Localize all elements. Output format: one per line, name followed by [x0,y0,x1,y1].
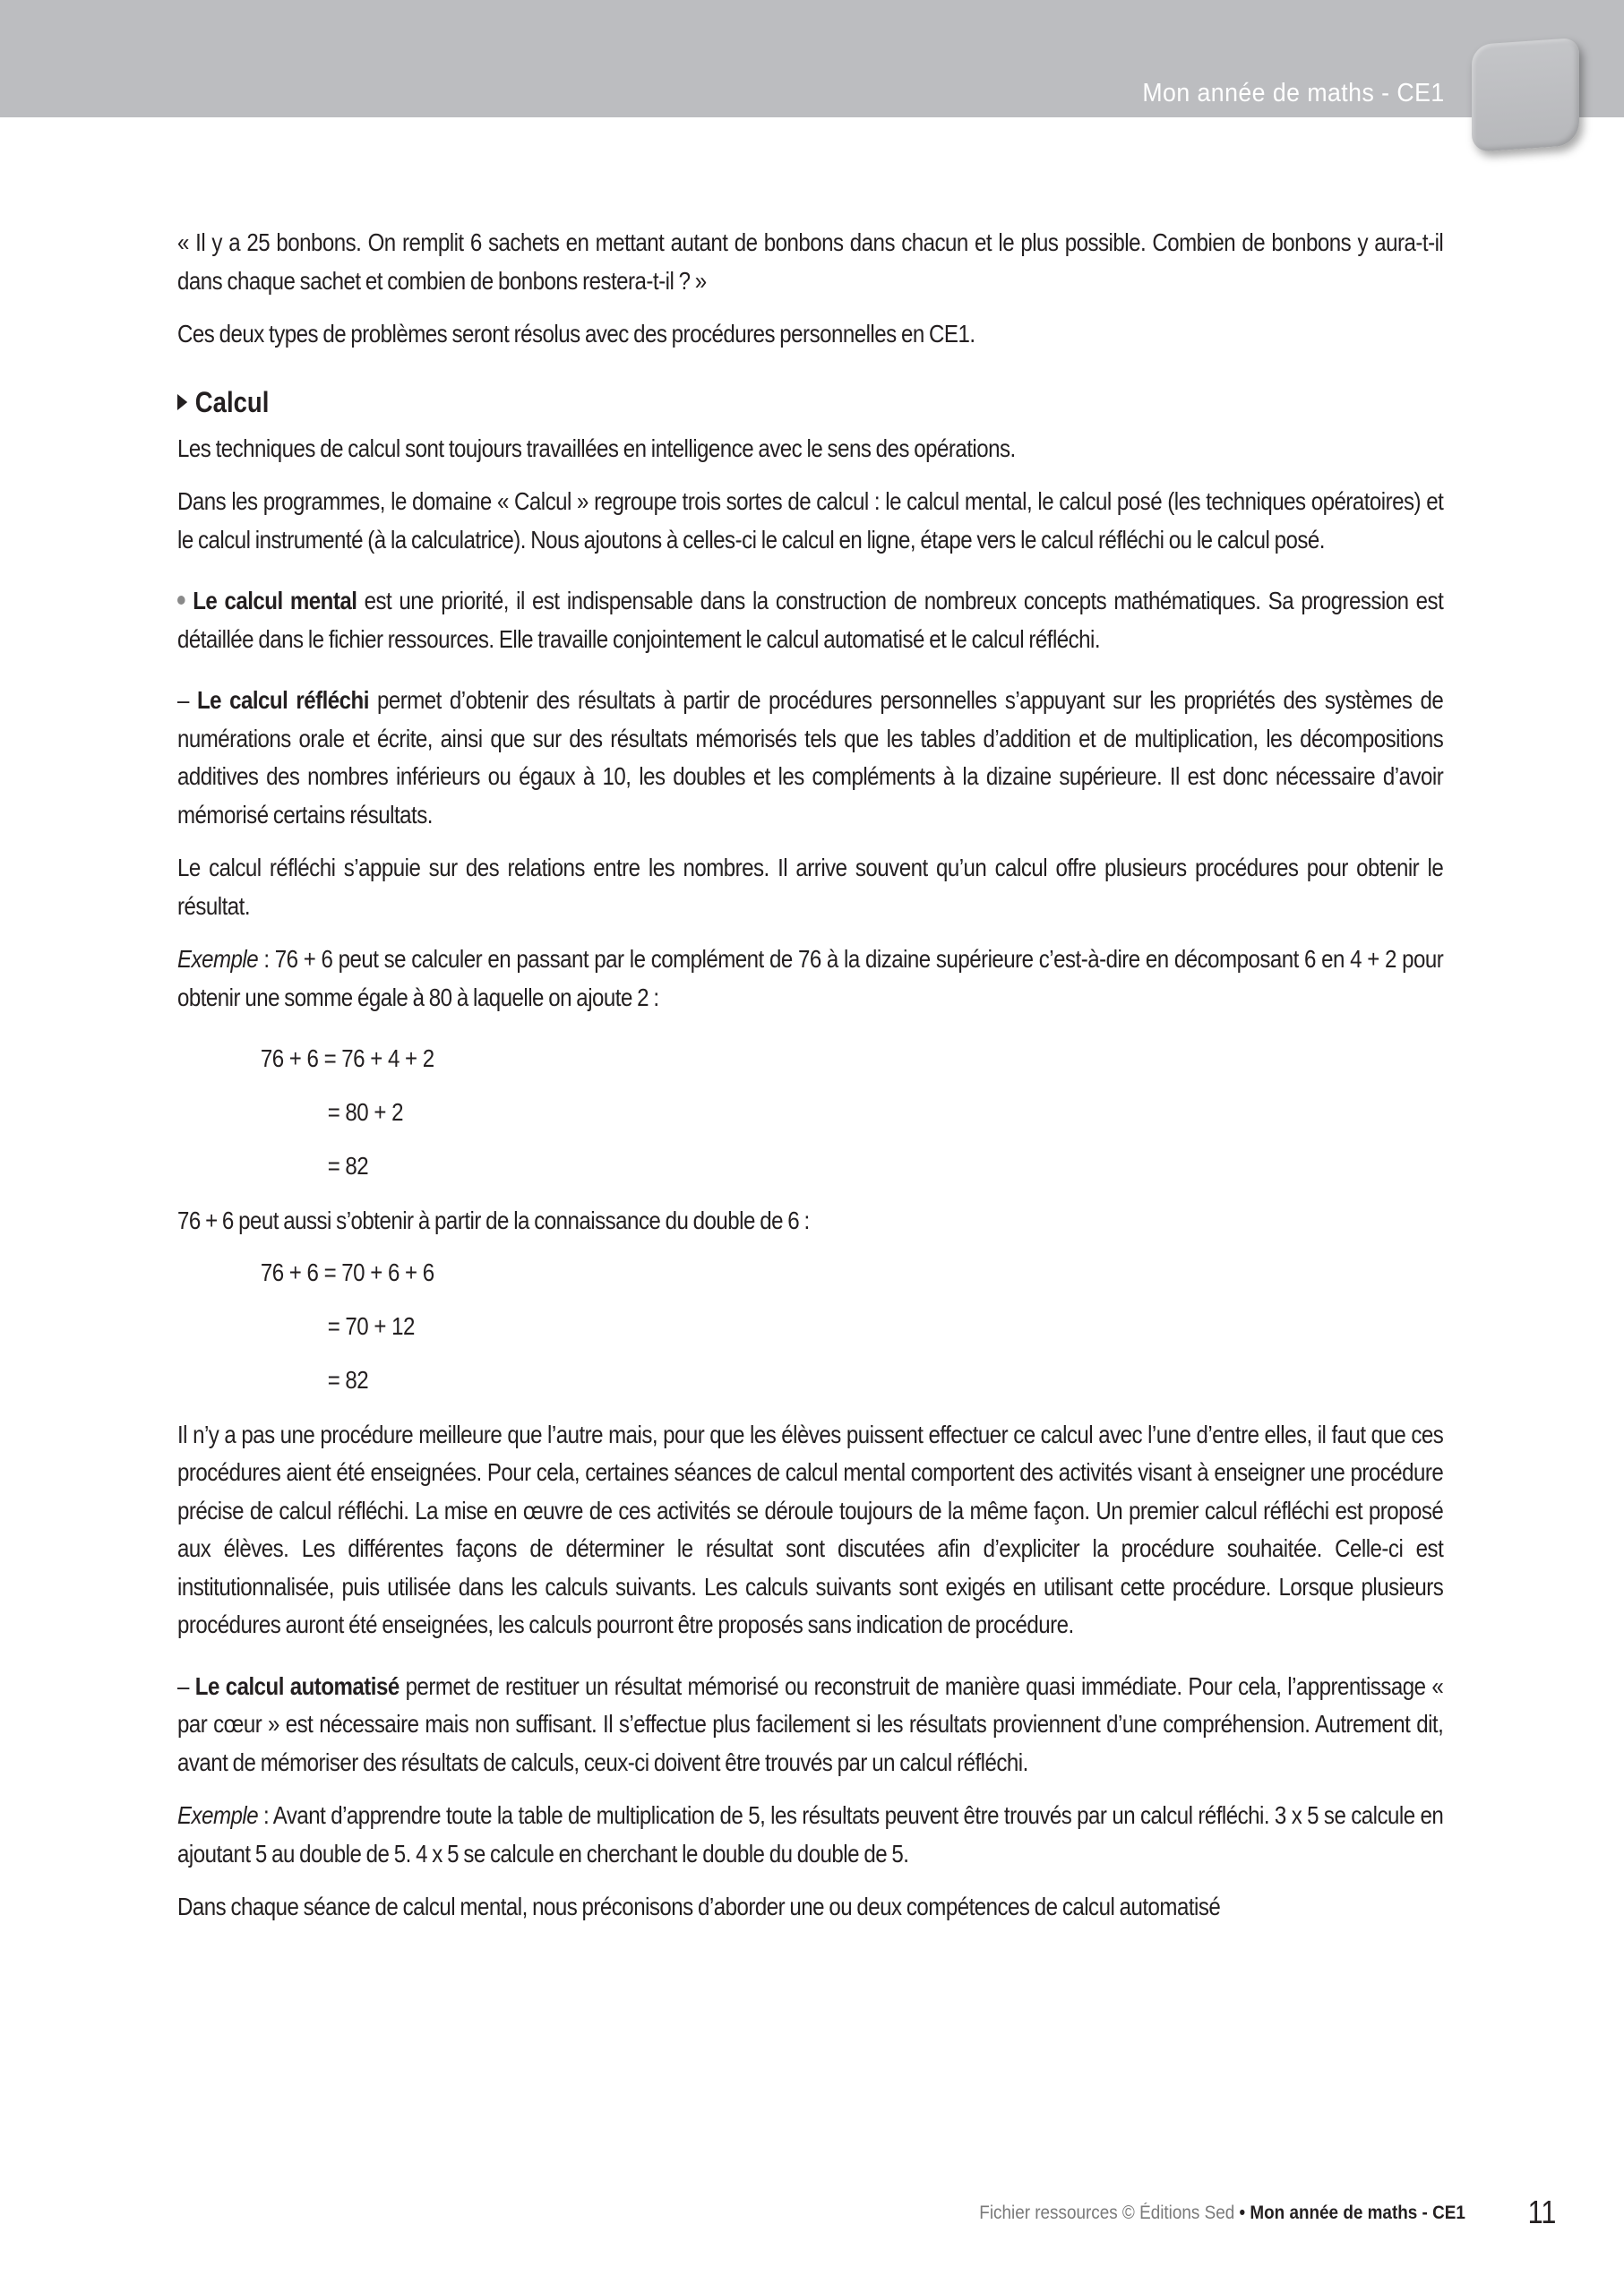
calcul-reflechi-text: permet d’obtenir des résultats à partir de procédures personnelles s’appuyant sur les propriétés des systèmes de numérations orale et écrite, ainsi que sur des résultats mémorisés tels que les tables d’addition et de multiplication, les décompositions additives des nombres inférieurs ou égaux à 10, les doubles et les compléments à la dizaine supérieure. Il est donc nécessaire d’avoir mémorisé certains résultats. [177,686,1444,829]
paragraph-double: 76 + 6 peut aussi s’obtenir à partir de la connaissance du double de 6 : [177,1207,810,1234]
calculation-block-2 [177,1246,1443,1407]
header-band [0,0,1624,117]
section-heading-calcul [177,386,1266,419]
paragraph-example-2 [177,1797,1443,1873]
term-calcul-reflechi: Le calcul réfléchi [196,686,369,714]
paragraph-programmes: Dans les programmes, le domaine « Calcul » regroupe trois sortes de calcul : le calcul mental, le calcul posé (les techniques opératoires) et le calcul instrumenté (à la calculatrice). Nous ajoutons à celles-ci le calcul en ligne, étape vers le calcul réfléchi ou le calcul posé. [177,487,1444,554]
footer-book-title: Mon année de maths - CE1 [1250,2203,1465,2223]
paragraph-calcul-reflechi [177,682,1443,834]
term-calcul-mental: Le calcul mental [193,587,357,614]
paragraph-example-1 [177,940,1443,1017]
calc-line: 76 + 6 = 70 + 6 + 6 [260,1258,434,1286]
paragraph-relations: Le calcul réfléchi s’appuie sur des relations entre les nombres. Il arrive souvent qu’un calcul offre plusieurs procédures pour obtenir le résultat. [177,854,1444,920]
page-number: 11 [1527,2194,1556,2230]
section-title: Calcul [194,385,270,418]
dot-bullet-icon [177,596,185,605]
calcul-mental-text: est une priorité, il est indispensable dans la construction de nombreux concepts mathématiques. Sa progression est détaillée dans le fichier ressources. Elle travaille conjointement le calcul automatisé et le calcul réfléchi. [177,587,1444,653]
running-header-title: Mon année de maths - CE1 [1142,79,1445,107]
dash-marker: – [177,1671,195,1700]
page-content [177,224,1443,1942]
calc-line: 76 + 6 = 76 + 4 + 2 [260,1044,434,1072]
paragraph-techniques: Les techniques de calcul sont toujours travaillées en intelligence avec le sens des opérations. [177,434,1016,462]
paragraph-calcul-automatise [177,1668,1443,1782]
paragraph-calcul-mental [177,582,1443,658]
term-calcul-automatise: Le calcul automatisé [194,1671,400,1700]
footer-separator: • [1234,2203,1250,2223]
calc-line: = 80 + 2 [327,1098,403,1126]
calc-line: = 82 [327,1152,369,1180]
example-1-text: : 76 + 6 peut se calculer en passant par le complément de 76 à la dizaine supérieure c’est-à-dire en décomposant 6 en 4 + 2 pour obtenir une somme égale à 80 à laquelle on ajoute 2 : [177,945,1444,1011]
example-label: Exemple [177,945,259,973]
calc-line: = 70 + 12 [327,1311,415,1340]
intro-note: Ces deux types de problèmes seront résolus avec des procédures personnelles en CE1. [177,320,975,348]
example-2-text: : Avant d’apprendre toute la table de multiplication de 5, les résultats peuvent être trouvés par un calcul réfléchi. 3 x 5 se calcule en ajoutant 5 au double de 5. 4 x 5 se calcule en cherchant le double du double de 5. [177,1801,1444,1868]
triangle-bullet-icon [177,394,187,410]
footer-credit-line [979,2203,1465,2224]
calc-line: = 82 [327,1365,369,1394]
calculation-block-1 [177,1032,1443,1193]
calcul-automatise-text: permet de restituer un résultat mémorisé ou reconstruit de manière quasi immédiate. Pour cela, l’apprentissage « par cœur » est nécessaire mais non suffisant. Il s’effectue plus facilement si les résultats proviennent d’une compréhension. Autrement dit, avant de mémoriser des résultats de calculs, ceux-ci doivent être trouvés par un calcul réfléchi. [177,1671,1444,1776]
paragraph-last: Dans chaque séance de calcul mental, nous préconisons d’aborder une ou deux compétences de calcul automatisé [177,1893,1221,1920]
example-label: Exemple [177,1801,259,1829]
footer-credit: Fichier ressources © Éditions Sed [979,2203,1235,2223]
dash-marker: – [177,686,197,714]
paragraph-procedure: Il n’y a pas une procédure meilleure que l’autre mais, pour que les élèves puissent effectuer ce calcul avec l’une d’entre elles, il faut que ces procédures aient été enseignées. Pour cela, certaines séances de calcul mental comportent des activités visant à enseigner une procédure précise de calcul réfléchi. La mise en œuvre de ces activités se déroule toujours de la même façon. Un premier calcul réfléchi est proposé aux élèves. Les différentes façons de déterminer le résultat sont discutées afin d’expliciter la procédure souhaitée. Celle-ci est institutionnalisée, puis utilisée dans les calculs suivants. Les calculs suivants sont exigés en utilisant cette procédure. Lorsque plusieurs procédures auront été enseignées, les calculs pourront être proposés sans indication de procédure. [177,1420,1444,1638]
page-footer [0,2194,1624,2235]
intro-quote: « Il y a 25 bonbons. On remplit 6 sachets en mettant autant de bonbons dans chacun et le plus possible. Combien de bonbons y aura-t-il dans chaque sachet et combien de bonbons restera-t-il ? » [177,228,1444,295]
page-tab-decoration [1472,38,1579,152]
